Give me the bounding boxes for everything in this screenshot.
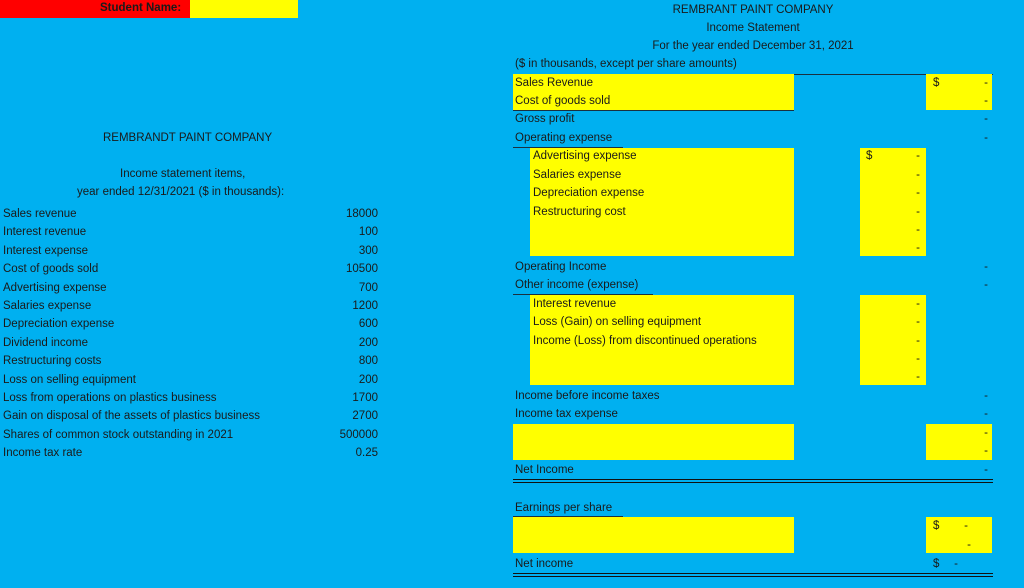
left-item-row: [0, 297, 440, 315]
student-name-label: Student Name:: [100, 2, 182, 14]
dash-depreciation: -: [916, 187, 920, 199]
dollar-sign-opex: $: [866, 150, 873, 162]
left-item-label: Interest revenue: [3, 226, 87, 239]
right-period: For the year ended December 31, 2021: [652, 40, 854, 52]
left-item-value: 2700: [352, 410, 378, 423]
left-item-label: Cost of goods sold: [3, 263, 99, 276]
left-item-value: 600: [358, 318, 378, 331]
left-item-label: Interest expense: [3, 244, 89, 257]
dash-other-row4: -: [916, 353, 920, 365]
dash-loss-gain: -: [916, 316, 920, 328]
left-item-row: [0, 205, 440, 223]
left-item-value: 500000: [339, 428, 378, 441]
left-heading-line2: year ended 12/31/2021 ($ in thousands):: [77, 186, 285, 198]
left-item-row: [0, 444, 440, 462]
student-name-label-cell: [0, 0, 190, 18]
tax-extra-label-input[interactable]: [513, 424, 794, 460]
gross-profit-label: Gross profit: [515, 113, 575, 125]
income-tax-expense-label: Income tax expense: [515, 408, 618, 420]
left-item-row: [0, 389, 440, 407]
left-item-row: [0, 426, 440, 444]
left-item-row: [0, 242, 440, 260]
left-item-label: Advertising expense: [3, 281, 107, 294]
dash-eps-row1: -: [964, 520, 968, 532]
right-units: ($ in thousands, except per share amounts): [515, 58, 737, 70]
operating-income-label: Operating Income: [515, 261, 607, 273]
dash-tax-row1: -: [984, 427, 988, 439]
dash-sales: -: [984, 77, 988, 89]
right-company-title: REMBRANT PAINT COMPANY: [672, 4, 834, 16]
left-company-title: REMBRANDT PAINT COMPANY: [103, 132, 273, 144]
dash-operating-income: -: [984, 261, 988, 273]
dash-net-income-eps: -: [954, 558, 958, 570]
dash-advertising: -: [916, 150, 920, 162]
left-item-label: Shares of common stock outstanding in 2021: [3, 428, 234, 441]
left-item-label: Loss on selling equipment: [3, 373, 136, 386]
dash-gross-profit: -: [984, 113, 988, 125]
left-item-label: Income tax rate: [3, 447, 83, 460]
left-item-row: [0, 352, 440, 370]
left-item-label: Sales revenue: [3, 208, 77, 220]
dollar-sign-net-income-eps: $: [933, 558, 940, 570]
discontinued-ops-label: Income (Loss) from discontinued operations: [533, 335, 757, 347]
left-item-row: [0, 260, 440, 278]
left-item-label: Restructuring costs: [3, 355, 102, 368]
dash-tax-row2: -: [984, 445, 988, 457]
dash-opex-row6: -: [916, 242, 920, 254]
dash-other-income: -: [984, 279, 988, 291]
depreciation-expense-label: Depreciation expense: [533, 187, 645, 199]
dash-operating-expense: -: [984, 132, 988, 144]
dollar-sign-sales: $: [933, 77, 940, 89]
operating-expense-label: Operating expense: [515, 132, 613, 144]
income-before-tax-label: Income before income taxes: [515, 390, 660, 402]
opex-label-input[interactable]: [530, 148, 794, 256]
left-item-row: [0, 279, 440, 297]
restructuring-cost-label: Restructuring cost: [533, 206, 626, 218]
left-item-value: 1200: [352, 300, 378, 312]
dash-income-tax: -: [984, 408, 988, 420]
advertising-expense-label: Advertising expense: [533, 150, 637, 162]
left-item-label: Depreciation expense: [3, 318, 115, 331]
left-item-value: 10500: [346, 263, 378, 276]
other-income-label: Other income (expense): [515, 279, 639, 291]
left-item-row: [0, 407, 440, 425]
left-item-value: 18000: [346, 208, 378, 220]
net-income-eps-label: Net income: [515, 558, 574, 570]
opex-amount-input[interactable]: [860, 148, 926, 256]
dash-income-before-tax: -: [984, 390, 988, 402]
left-item-value: 0.25: [355, 447, 378, 460]
dash-opex-row5: -: [916, 224, 920, 236]
left-heading-line1: Income statement items,: [120, 168, 246, 180]
left-item-value: 100: [358, 226, 378, 239]
left-item-value: 700: [358, 281, 378, 294]
interest-revenue-label: Interest revenue: [533, 298, 617, 310]
student-name-input[interactable]: [190, 0, 298, 18]
left-item-label: Dividend income: [3, 336, 89, 349]
left-item-label: Salaries expense: [3, 300, 92, 312]
left-item-row: [0, 315, 440, 333]
left-item-row: [0, 334, 440, 352]
net-income-label: Net Income: [515, 464, 574, 476]
dash-discontinued: -: [916, 335, 920, 347]
left-item-label: Gain on disposal of the assets of plastics business: [3, 410, 260, 423]
left-item-value: 200: [358, 336, 378, 349]
left-item-value: 800: [358, 355, 378, 368]
eps-label-input[interactable]: [513, 517, 794, 553]
eps-label: Earnings per share: [515, 502, 613, 514]
dash-salaries: -: [916, 169, 920, 181]
left-item-value: 300: [358, 244, 378, 257]
sales-revenue-label: Sales Revenue: [515, 77, 593, 89]
left-item-row: [0, 371, 440, 389]
dash-cogs: -: [984, 95, 988, 107]
dash-other-row5: -: [916, 371, 920, 383]
dash-interest-revenue: -: [916, 298, 920, 310]
right-statement-title: Income Statement: [706, 22, 800, 34]
loss-gain-equipment-label: Loss (Gain) on selling equipment: [533, 316, 702, 328]
dollar-sign-eps: $: [933, 520, 940, 532]
left-item-label: Loss from operations on plastics business: [3, 392, 217, 404]
dash-net-income: -: [984, 464, 988, 476]
salaries-expense-label: Salaries expense: [533, 169, 622, 181]
cogs-label: Cost of goods sold: [515, 95, 611, 107]
left-item-row: [0, 223, 440, 241]
dash-eps-row2: -: [967, 539, 971, 551]
left-item-value: 1700: [352, 392, 378, 404]
left-item-value: 200: [358, 373, 378, 386]
dash-restructuring: -: [916, 206, 920, 218]
